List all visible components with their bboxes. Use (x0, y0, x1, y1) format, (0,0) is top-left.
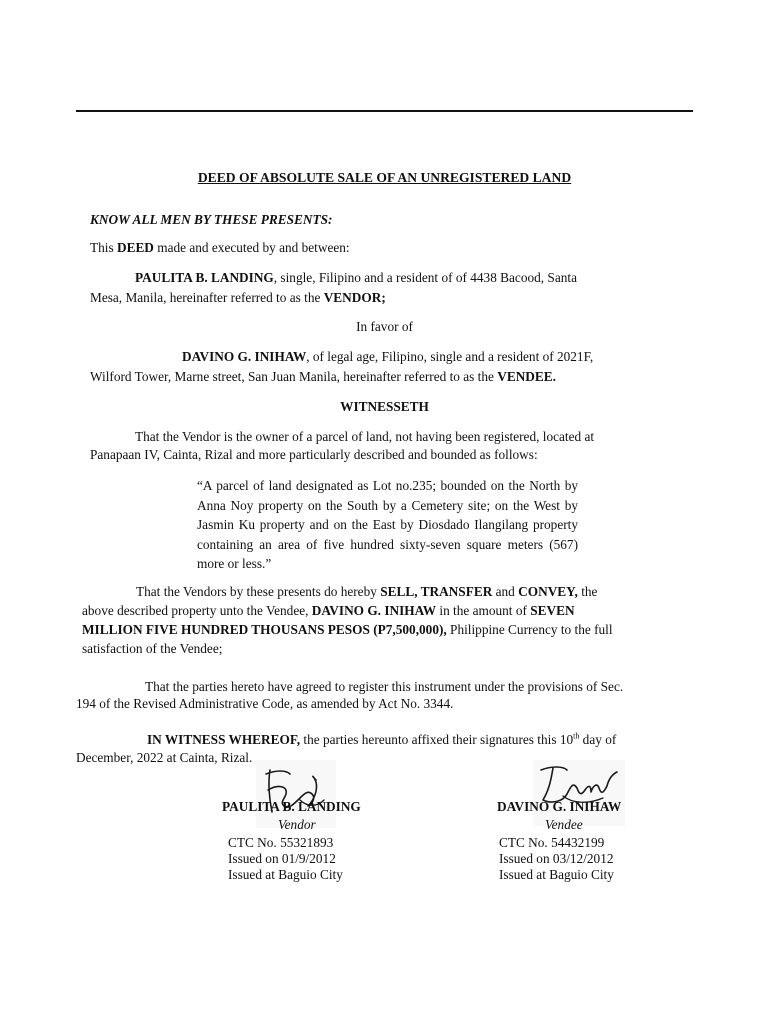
witnesseth-heading: WITNESSETH (340, 399, 429, 414)
vendee-signature-role: Vendee (545, 817, 583, 832)
in-favor-of: In favor of (356, 319, 413, 334)
vendor-signature-role: Vendor (278, 817, 316, 832)
intro-heading: KNOW ALL MEN BY THESE PRESENTS: (90, 212, 333, 227)
sell-para-line1: That the Vendors by these presents do hereby SELL, TRANSFER and CONVEY, the (136, 584, 598, 599)
land-description-quote: “A parcel of land designated as Lot no.235; bounded on the North by Anna Noy property on the South by a Cemetery site; on the West by Jasmin Ku property and on the East by Diosdado Ilangilang property containing an area of five hundred sixty-seven square meters (567) more or less.” (197, 478, 578, 571)
witness-para-line1: IN WITNESS WHEREOF, the parties hereunto affixed their signatures this 10th day of (147, 731, 617, 747)
register-para-line2: 194 of the Revised Administrative Code, as amended by Act No. 3344. (76, 696, 454, 711)
vendee-party-line2: Wilford Tower, Marne street, San Juan Manila, hereinafter referred to as the VENDEE. (90, 369, 556, 384)
owner-para-line2: Panapaan IV, Cainta, Rizal and more particularly described and bounded as follows: (90, 447, 538, 462)
vendee-party-line1: DAVINO G. INIHAW, of legal age, Filipino, single and a resident of 2021F, (182, 349, 594, 364)
owner-para-line1: That the Vendor is the owner of a parcel of land, not having been registered, located at (135, 429, 595, 444)
vendor-issued-at: Issued at Baguio City (228, 867, 343, 882)
vendor-party-line2: Mesa, Manila, hereinafter referred to as the VENDOR; (90, 290, 386, 305)
vendee-issued-at: Issued at Baguio City (499, 867, 614, 882)
header-rule (76, 110, 693, 112)
vendee-signature-name: DAVINO G. INIHAW (497, 799, 622, 814)
sell-para-line3: MILLION FIVE HUNDRED THOUSANS PESOS (P7,500,000), Philippine Currency to the full (82, 622, 613, 637)
sell-para-line2: above described property unto the Vendee, DAVINO G. INIHAW in the amount of SEVEN (82, 603, 575, 618)
vendee-issued-on: Issued on 03/12/2012 (499, 851, 614, 866)
deed-intro-line: This DEED made and executed by and between: (90, 240, 350, 255)
sell-para-line4: satisfaction of the Vendee; (82, 641, 223, 656)
vendor-signature-name: PAULITA B. LANDING (222, 799, 361, 814)
vendee-ctc: CTC No. 54432199 (499, 835, 605, 850)
vendor-party-line1: PAULITA B. LANDING, single, Filipino and a resident of of 4438 Bacood, Santa (135, 270, 577, 285)
vendor-ctc: CTC No. 55321893 (228, 835, 334, 850)
register-para-line1: That the parties hereto have agreed to register this instrument under the provisions of Sec. (145, 679, 624, 694)
vendor-issued-on: Issued on 01/9/2012 (228, 851, 336, 866)
document-title: DEED OF ABSOLUTE SALE OF AN UNREGISTERED LAND (197, 170, 572, 185)
witness-para-line2: December, 2022 at Cainta, Rizal. (76, 750, 253, 765)
